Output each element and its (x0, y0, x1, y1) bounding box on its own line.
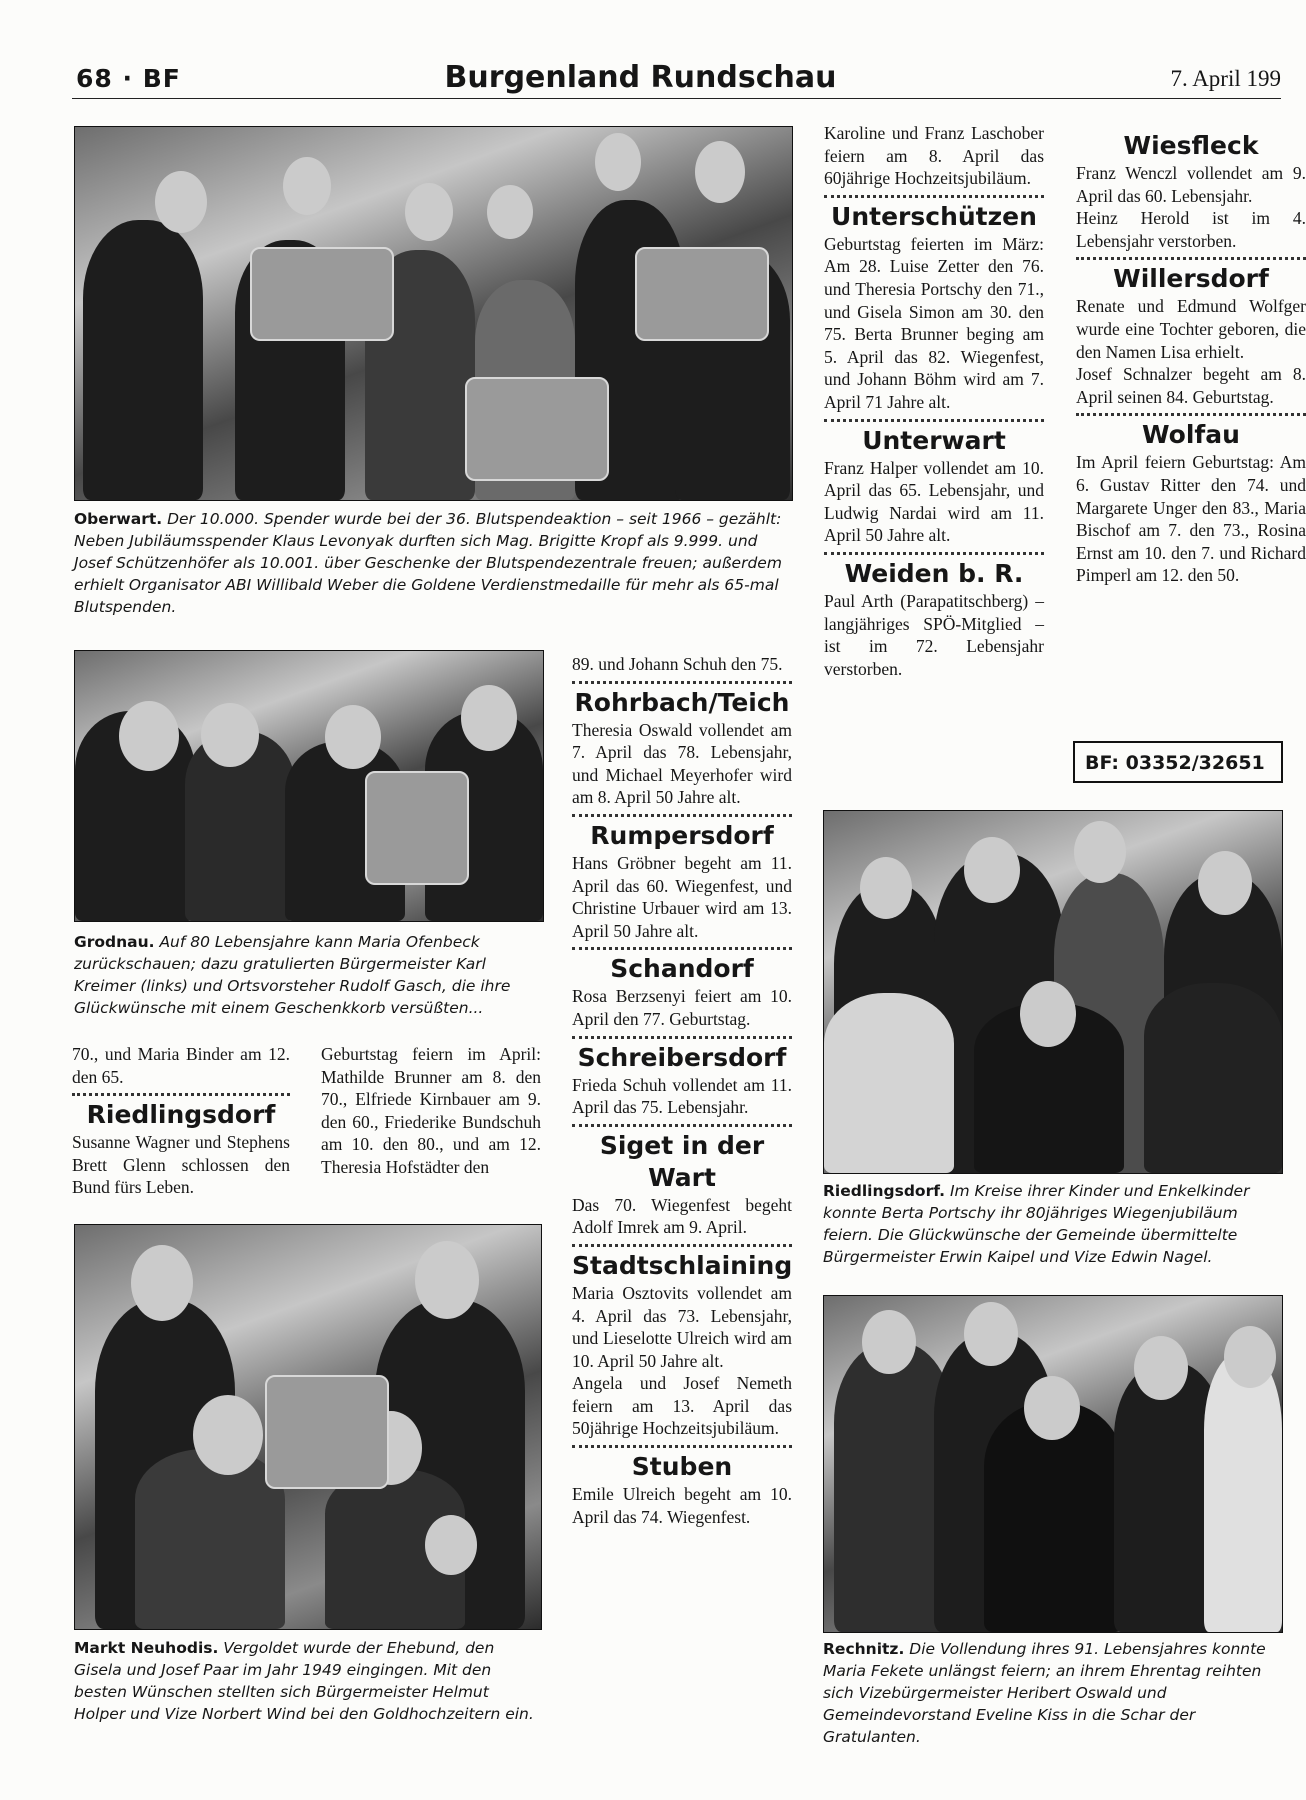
text-column-right-2 (1076, 130, 1306, 587)
place-heading: Schreibersdorf (577, 1042, 787, 1072)
paragraph: Geburtstag feierten im März: Am 28. Luise Zetter den 76. und Theresia Portschy den 71., und Gisela Simon am 30. den 75. Berta Brunner beging am 5. April das 82. Wiegenfest, und Johann Böhm wird am 7. April 71 Jahre alt. (824, 233, 1044, 412)
caption-text: Vergoldet wurde der Ehebund, den Gisela und Josef Paar im Jahr 1949 eingingen. Mit den besten Wünschen stellten sich Bürgermeister Helmut Holper und Vize Norbert Wind bei den Goldhochzeitern ein. (74, 1639, 534, 1723)
paragraph: Maria Osztovits vollendet am 4. April das 73. Lebensjahr, und Lieselotte Ulreich wird am 10. April 50 Jahre alt. (572, 1282, 792, 1371)
newspaper-title: Burgenland Rundschau (444, 60, 837, 95)
place-heading: Unterwart (862, 425, 1006, 455)
paragraph: Das 70. Wiegenfest begeht Adolf Imrek am 9. April. (572, 1194, 792, 1238)
paragraph: 89. und Johann Schuh den 75. (572, 654, 783, 674)
caption-oberwart (74, 508, 791, 618)
photo-rechnitz (823, 1295, 1283, 1633)
place-heading: Schandorf (610, 954, 754, 984)
header-rule (72, 98, 1281, 99)
paragraph: Im April feiern Geburtstag: Am 6. Gustav Ritter den 74. und Margarete Unger den 83., Maria Bischof am 7. den 73., Rosina Ernst am 10. den 7. und Richard Pimperl am 12. den 50. (1076, 452, 1306, 586)
place-heading: Riedlingsdorf (86, 1100, 276, 1130)
caption-rechnitz (823, 1638, 1281, 1748)
text-column-left-a (72, 1043, 290, 1199)
caption-text: Im Kreise ihrer Kinder und Enkelkinder konnte Berta Portschy ihr 80jähriges Wiegenjubiläum feiern. Die Glückwünsche der Gemeinde übermittelte Bürgermeister Erwin Kaipel und Vize Edwin Nagel. (823, 1182, 1250, 1266)
issue-date: 7. April 199 (1170, 66, 1281, 91)
dotted-separator (824, 419, 1044, 422)
place-heading: Siget in der Wart (599, 1130, 765, 1192)
caption-place: Oberwart. (74, 510, 163, 528)
photo-oberwart (74, 126, 793, 501)
place-heading: Rumpersdorf (590, 820, 774, 850)
dotted-separator (572, 681, 792, 684)
paragraph: Geburtstag feiern im April: Mathilde Brunner am 8. den 70., Elfriede Kirnbauer am 9. den 60., Friederike Bundschuh am 10. den 80., und am 12. Theresia Hofstädter den (321, 1044, 541, 1177)
place-heading: Willersdorf (1113, 264, 1269, 294)
caption-markt-neuhodis (74, 1637, 540, 1725)
place-heading: Wolfau (1142, 420, 1240, 450)
text-column-right-1 (824, 122, 1044, 680)
paragraph: Theresia Oswald vollendet am 7. April das 78. Lebensjahr, und Michael Meyerhofer wird am 8. April 50 Jahre alt. (572, 719, 792, 808)
dotted-separator (572, 814, 792, 817)
dotted-separator (572, 1036, 792, 1039)
paragraph: Josef Schnalzer begeht am 8. April seinen 84. Geburtstag. (1076, 364, 1306, 407)
paragraph: Karoline und Franz Laschober feiern am 8. April das 60jährige Hochzeitsjubiläum. (824, 123, 1044, 189)
page-number: 68 · BF (76, 64, 181, 93)
dotted-separator (72, 1093, 290, 1096)
place-heading: Weiden b. R. (844, 558, 1024, 588)
dotted-separator (572, 947, 792, 950)
caption-riedlingsdorf (823, 1180, 1281, 1268)
paragraph: Heinz Herold ist im 4. Lebensjahr verstorben. (1076, 208, 1306, 251)
dotted-separator (824, 195, 1044, 198)
caption-text: Auf 80 Lebensjahre kann Maria Ofenbeck zurückschauen; dazu gratulierten Bürgermeister Karl Kreimer (links) und Ortsvorsteher Rudolf Gasch, die ihre Glückwünsche mit einem Geschenkkorb versüßten... (74, 933, 511, 1017)
paragraph: Renate und Edmund Wolfger wurde eine Tochter geboren, die den Namen Lisa erhielt. (1076, 296, 1306, 362)
dotted-separator (1076, 257, 1306, 260)
caption-place: Grodnau. (74, 933, 155, 951)
dotted-separator (572, 1124, 792, 1127)
photo-riedlingsdorf (823, 810, 1283, 1174)
place-heading: Stuben (631, 1452, 733, 1482)
caption-place: Rechnitz. (823, 1640, 905, 1658)
place-heading: Rohrbach/Teich (574, 687, 790, 717)
photo-grodnau (74, 650, 544, 922)
page-header (0, 58, 1281, 102)
text-column-middle (572, 653, 792, 1528)
place-heading: Stadtschlaining (572, 1250, 793, 1280)
paragraph: Emile Ulreich begeht am 10. April das 74. Wiegenfest. (572, 1484, 792, 1527)
caption-grodnau (74, 931, 542, 1019)
dotted-separator (572, 1445, 792, 1448)
text-column-left-b (321, 1043, 541, 1179)
dotted-separator (824, 552, 1044, 555)
paragraph: Hans Gröbner begeht am 11. April das 60. Wiegenfest, und Christine Urbauer wird am 13. April 50 Jahre alt. (572, 852, 792, 941)
place-heading: Wiesfleck (1123, 131, 1259, 160)
paragraph: Frieda Schuh vollendet am 11. April das 75. Lebensjahr. (572, 1074, 792, 1118)
dotted-separator (572, 1244, 792, 1247)
paragraph: Paul Arth (Parapatitschberg) – langjähriges SPÖ-Mitglied – ist im 72. Lebensjahr verstorben. (824, 590, 1044, 679)
right-column-clip (1072, 122, 1306, 732)
caption-place: Riedlingsdorf. (823, 1182, 946, 1200)
caption-text: Die Vollendung ihres 91. Lebensjahres konnte Maria Fekete unlängst feiern; an ihrem Ehrentag reihten sich Vizebürgermeister Heribert Oswald und Gemeindevorstand Eveline Kiss in die Schar der Gratulanten. (823, 1640, 1266, 1746)
paragraph: Franz Halper vollendet am 10. April das 65. Lebensjahr, und Ludwig Nardai wird am 11. April 50 Jahre alt. (824, 457, 1044, 546)
paragraph: Angela und Josef Nemeth feiern am 13. April das 50jährige Hochzeitsjubiläum. (572, 1373, 792, 1439)
place-heading: Unterschützen (831, 201, 1037, 231)
caption-place: Markt Neuhodis. (74, 1639, 219, 1657)
paragraph: Susanne Wagner und Stephens Brett Glenn schlossen den Bund fürs Leben. (72, 1132, 290, 1198)
paragraph: Rosa Berzsenyi feiert am 10. April den 77. Geburtstag. (572, 986, 792, 1029)
paragraph: 70., und Maria Binder am 12. den 65. (72, 1044, 290, 1087)
contact-box: BF: 03352/32651 (1073, 741, 1283, 783)
paragraph: Franz Wenczl vollendet am 9. April das 60. Lebensjahr. (1076, 163, 1306, 206)
caption-text: Der 10.000. Spender wurde bei der 36. Blutspendeaktion – seit 1966 – gezählt: Neben Jubiläumsspender Klaus Levonyak durften sich Mag. Brigitte Kropf als 9.999. und Josef Schützenhöfer als 10.001. über Geschenke der Blutspendezentrale freuen; außerdem erhielt Organisator ABI Willibald Weber die Goldene Verdienstmedaille für mehr als 65-mal Blutspenden. (74, 510, 782, 616)
dotted-separator (1076, 413, 1306, 416)
photo-markt-neuhodis (74, 1224, 542, 1630)
